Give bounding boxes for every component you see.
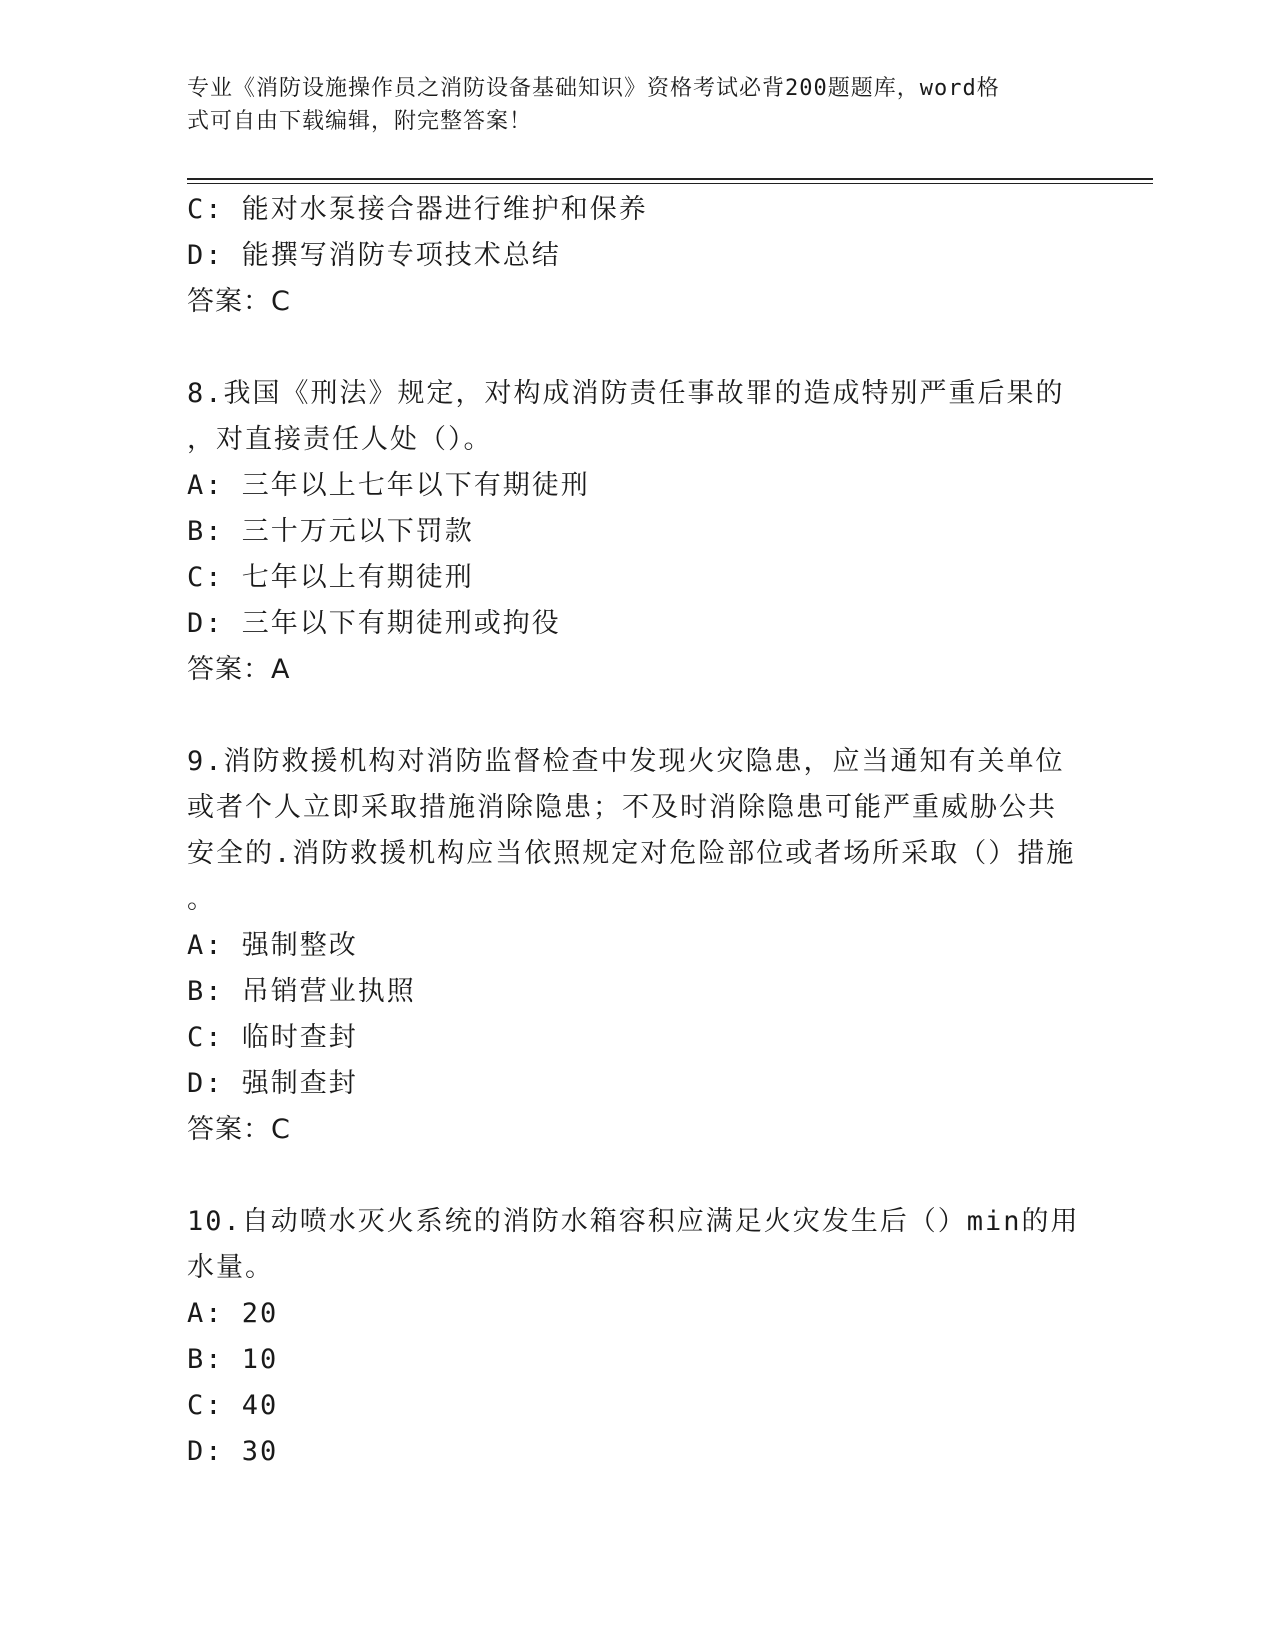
option-d: D: 能撰写消防专项技术总结: [187, 240, 561, 271]
option-a: A: 20: [187, 1298, 279, 1329]
answer-line: 答案：A: [187, 654, 291, 685]
question-10: [187, 1199, 1087, 1475]
option-c: C: 能对水泵接合器进行维护和保养: [187, 194, 648, 225]
document-header: [187, 72, 1067, 138]
header-divider-thin: [187, 183, 1153, 184]
question-spacer: [187, 325, 1087, 371]
question-9: [187, 739, 1087, 1153]
question-stem-line: 或者个人立即采取措施消除隐患；不及时消除隐患可能严重威胁公共: [187, 792, 1057, 823]
question-list: [187, 187, 1087, 1475]
option-a: A: 强制整改: [187, 930, 358, 961]
option-d: D: 三年以下有期徒刑或拘役: [187, 608, 561, 639]
option-c: C: 40: [187, 1390, 279, 1421]
option-d: D: 强制查封: [187, 1068, 358, 1099]
question-stem-line: 安全的.消防救援机构应当依照规定对危险部位或者场所采取（）措施: [187, 838, 1076, 869]
header-title-line-2: 式可自由下载编辑，附完整答案！: [187, 109, 533, 134]
answer-line: 答案：C: [187, 286, 291, 317]
option-b: B: 三十万元以下罚款: [187, 516, 474, 547]
option-a: A: 三年以上七年以下有期徒刑: [187, 470, 590, 501]
question-stem-line: 10.自动喷水灭火系统的消防水箱容积应满足火灾发生后（）min的用: [187, 1206, 1080, 1237]
question-spacer: [187, 1153, 1087, 1199]
question-stem-line: 。: [187, 884, 216, 915]
option-c: C: 七年以上有期徒刑: [187, 562, 474, 593]
question-spacer: [187, 693, 1087, 739]
option-b: B: 吊销营业执照: [187, 976, 416, 1007]
question-stem-line: 8.我国《刑法》规定，对构成消防责任事故罪的造成特别严重后果的: [187, 378, 1065, 409]
question-7-tail: [187, 187, 1087, 325]
option-d: D: 30: [187, 1436, 279, 1467]
answer-line: 答案：C: [187, 1114, 291, 1145]
header-title-line-1: 专业《消防设施操作员之消防设备基础知识》资格考试必背200题题库，word格: [187, 76, 1000, 101]
header-divider-thick: [187, 178, 1153, 180]
option-b: B: 10: [187, 1344, 279, 1375]
option-c: C: 临时查封: [187, 1022, 358, 1053]
question-stem-line: 9.消防救援机构对消防监督检查中发现火灾隐患，应当通知有关单位: [187, 746, 1065, 777]
question-stem-line: 水量。: [187, 1252, 274, 1283]
question-8: [187, 371, 1087, 693]
question-stem-line: ，对直接责任人处（）。: [187, 424, 493, 455]
